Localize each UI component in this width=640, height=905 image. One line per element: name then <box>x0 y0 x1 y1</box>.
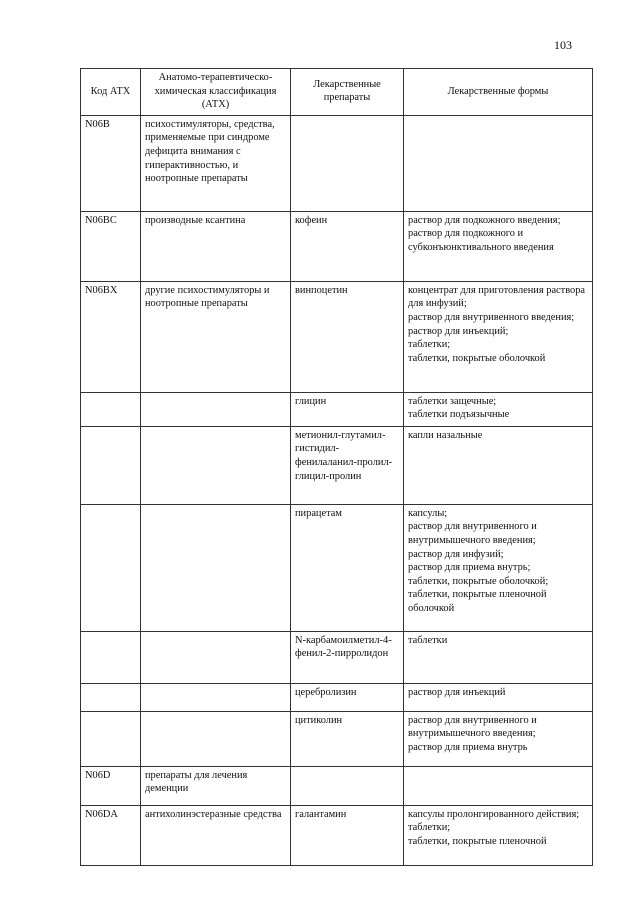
atx-code-cell: N06B <box>81 115 141 211</box>
form-item: раствор для инфузий; <box>408 548 504 560</box>
header-drugs: Лекарственные препараты <box>291 69 404 116</box>
drug-cell <box>291 115 404 211</box>
atx-code-cell <box>81 504 141 631</box>
table-row <box>81 504 593 631</box>
form-item: таблетки, покрытые оболочкой <box>408 352 546 364</box>
drug-cell: метионил-глутамил-гистидил-фенилаланил-пролил-глицил-пролин <box>291 426 404 504</box>
forms-cell <box>404 392 593 426</box>
atx-code-cell: N06BX <box>81 281 141 392</box>
table-row <box>81 683 593 711</box>
classification-cell <box>141 426 291 504</box>
form-item: раствор для подкожного введения; <box>408 214 561 226</box>
forms-cell <box>404 504 593 631</box>
form-item: капли назальные <box>408 429 483 441</box>
atx-code-cell <box>81 426 141 504</box>
atx-code-cell: N06DA <box>81 805 141 865</box>
drug-cell: винпоцетин <box>291 281 404 392</box>
forms-cell <box>404 426 593 504</box>
drug-cell: глицин <box>291 392 404 426</box>
classification-cell <box>141 683 291 711</box>
form-item: раствор для внутривенного и внутримышечного введения; <box>408 521 537 546</box>
form-item: таблетки, покрытые оболочкой; <box>408 575 549 587</box>
drug-cell: кофеин <box>291 211 404 281</box>
classification-cell <box>141 504 291 631</box>
atx-code-cell <box>81 392 141 426</box>
table-body <box>81 115 593 865</box>
table-row <box>81 392 593 426</box>
form-item: таблетки <box>408 634 448 646</box>
drug-cell: цитиколин <box>291 711 404 766</box>
forms-cell <box>404 711 593 766</box>
forms-cell <box>404 281 593 392</box>
classification-cell: производные ксантина <box>141 211 291 281</box>
forms-cell <box>404 211 593 281</box>
form-item: раствор для инъекций; <box>408 325 509 337</box>
drug-cell: церебролизин <box>291 683 404 711</box>
atx-code-cell: N06BC <box>81 211 141 281</box>
table-row <box>81 426 593 504</box>
form-item: таблетки, покрытые пленочной <box>408 835 547 847</box>
header-code: Код АТХ <box>81 69 141 116</box>
form-item: раствор для подкожного и субконъюнктивального введения <box>408 228 554 253</box>
form-item: раствор для приема внутрь; <box>408 562 531 574</box>
forms-cell <box>404 805 593 865</box>
drug-cell: галантамин <box>291 805 404 865</box>
table-row <box>81 766 593 805</box>
drug-cell: N-карбамоилметил-4-фенил-2-пирролидон <box>291 631 404 683</box>
atx-code-cell <box>81 683 141 711</box>
atx-code-cell <box>81 711 141 766</box>
forms-cell <box>404 115 593 211</box>
table-row <box>81 211 593 281</box>
page-number: 103 <box>554 38 572 52</box>
classification-cell <box>141 711 291 766</box>
form-item: таблетки подъязычные <box>408 409 510 421</box>
form-item: таблетки защечные; <box>408 395 497 407</box>
form-item: капсулы; <box>408 507 448 519</box>
form-item: раствор для внутривенного и внутримышечного введения; <box>408 714 537 740</box>
classification-cell: психостимуляторы, средства, применяемые при синдроме дефицита внимания с гиперактивностью, и ноотропные препараты <box>141 115 291 211</box>
drug-cell: пирацетам <box>291 504 404 631</box>
classification-cell <box>141 631 291 683</box>
form-item: таблетки; <box>408 339 451 351</box>
table-row <box>81 805 593 865</box>
form-item: капсулы пролонгированного действия; <box>408 808 580 820</box>
atx-code-cell: N06D <box>81 766 141 805</box>
forms-cell <box>404 766 593 805</box>
forms-cell <box>404 631 593 683</box>
classification-cell <box>141 392 291 426</box>
form-item: концентрат для приготовления раствора для инфузий; <box>408 284 586 310</box>
form-item: раствор для внутривенного введения; <box>408 311 575 323</box>
classification-cell: препараты для лечения деменции <box>141 766 291 805</box>
table-header-row <box>81 69 593 116</box>
atx-drug-table <box>80 68 593 866</box>
atx-code-cell <box>81 631 141 683</box>
form-item: раствор для приема внутрь <box>408 741 528 753</box>
form-item: таблетки; <box>408 822 451 834</box>
classification-cell: другие психостимуляторы и ноотропные препараты <box>141 281 291 392</box>
drug-cell <box>291 766 404 805</box>
form-item: раствор для инъекций <box>408 686 506 698</box>
forms-cell <box>404 683 593 711</box>
table-row <box>81 115 593 211</box>
form-item: таблетки, покрытые пленочной оболочкой <box>408 589 547 614</box>
table-row <box>81 711 593 766</box>
classification-cell: антихолинэстеразные средства <box>141 805 291 865</box>
table-row <box>81 281 593 392</box>
header-classification: Анатомо-терапевтическо-химическая классификация (АТХ) <box>141 69 291 116</box>
table-row <box>81 631 593 683</box>
header-forms: Лекарственные формы <box>404 69 593 116</box>
